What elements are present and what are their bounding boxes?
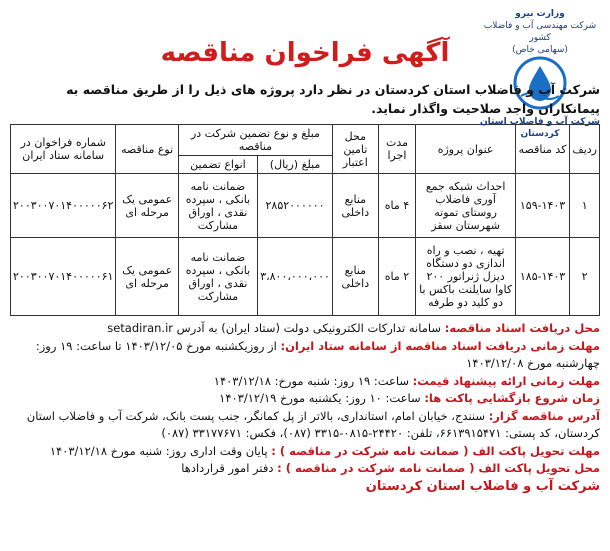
note-bid-deadline bbox=[10, 373, 600, 391]
note-text: سامانه تدارکات الکترونیکی دولت (ستاد ایران) به آدرس bbox=[176, 321, 442, 335]
note-label: مهلت تحویل پاکت الف ( ضمانت نامه شرکت در مناقصه ) : bbox=[271, 443, 600, 458]
col-duration: مدت اجرا bbox=[378, 125, 416, 174]
cell-tender-type: عمومی یک مرحله ای bbox=[116, 174, 178, 238]
note-envelope-location bbox=[10, 460, 600, 478]
cell-duration: ۲ ماه bbox=[378, 238, 416, 316]
note-text: سنندج، خیابان امام، استانداری، بالاتر از پل کمانگر، جنب پست بانک، شرکت آب و فاضلاب استان کردستان، کد پستی: ۶۶۱۳۹۱۵۴۷۱، تلفن: ۲۴۴۲۰-۰۸۱۵-۳۳۱۵ (۰۸۷)، فکس: ۳۳۱۷۷۶۷۱ (۰۸۷) bbox=[26, 408, 600, 440]
cell-project: احداث شبکه جمع آوری فاضلاب روستای تموته شهرستان سقز bbox=[416, 174, 515, 238]
org-name: شرکت آب و فاضلاب استان کردستان bbox=[480, 117, 600, 139]
col-guarantee-group: مبلغ و نوع تضمین شرکت در مناقصه bbox=[178, 125, 332, 156]
note-document-location bbox=[10, 320, 600, 338]
cell-project: تهیه ، نصب و راه اندازی دو دستگاه دیزل ژنراتور ۲۰۰ کاوا سایلنت باکس با دو کلید دو طرفه bbox=[416, 238, 515, 316]
col-code: کد مناقصه bbox=[515, 125, 570, 174]
cell-duration: ۴ ماه bbox=[378, 174, 416, 238]
cell-funding: منابع داخلی bbox=[333, 238, 379, 316]
cell-setad-no: ۲۰۰۳۰۰۷۰۱۴۰۰۰۰۰۶۱ bbox=[11, 238, 116, 316]
note-text: ساعت: ۱۹ روز: شنبه مورخ: ۱۴۰۳/۱۲/۱۸ bbox=[213, 373, 409, 388]
projects-table bbox=[10, 124, 600, 316]
note-label: زمان شروع بازگشایی پاکت ها: bbox=[424, 391, 600, 405]
note-text: از روزیکشنبه مورخ ۱۴۰۳/۱۲/۰۵ تا ساعت: ۱۹ روز: چهارشنبه مورخ ۱۴۰۳/۱۲/۰۸ bbox=[35, 338, 600, 370]
cell-amount: ۲۸۵۲۰۰۰۰۰۰ bbox=[258, 174, 333, 238]
table-row bbox=[11, 174, 600, 238]
note-text: ساعت: ۱۰ روز: یکشنبه مورخ ۱۴۰۳/۱۲/۱۹ bbox=[219, 391, 421, 405]
col-tender-type: نوع مناقصه bbox=[116, 125, 178, 174]
note-opening-time bbox=[10, 390, 600, 408]
cell-code: ۱۸۵-۱۴۰۳ bbox=[515, 238, 570, 316]
note-envelope-deadline bbox=[10, 443, 600, 461]
table-row bbox=[11, 238, 600, 316]
company-subtitle-2: (سهامی خاص) bbox=[512, 45, 568, 55]
col-funding: محل تامین اعتبار bbox=[333, 125, 379, 174]
col-guarantee-type: انواع تضمین bbox=[178, 156, 257, 174]
note-label: محل تحویل پاکت الف ( ضمانت نامه شرکت در مناقصه ) : bbox=[277, 461, 600, 475]
page-title: آگهی فراخوان مناقصه bbox=[160, 38, 450, 68]
col-project: عنوان پروژه bbox=[416, 125, 515, 174]
cell-tender-type: عمومی یک مرحله ای bbox=[116, 238, 178, 316]
footer-signature: شرکت آب و فاضلاب استان کردستان bbox=[365, 478, 600, 494]
note-address bbox=[10, 408, 600, 443]
note-label: محل دریافت اسناد مناقصه: bbox=[444, 321, 600, 335]
org-block bbox=[480, 8, 600, 140]
col-setad-no: شماره فراخوان در سامانه ستاد ایران bbox=[11, 125, 116, 174]
cell-row: ۱ bbox=[570, 174, 600, 238]
note-text: دفتر امور قراردادها bbox=[181, 461, 274, 475]
note-label: مهلت زمانی دریافت اسناد مناقصه از سامانه ستاد ایران: bbox=[280, 338, 600, 353]
company-subtitle: شرکت مهندسی آب و فاضلاب کشور bbox=[483, 21, 597, 43]
note-document-deadline bbox=[10, 338, 600, 373]
cell-funding: منابع داخلی bbox=[333, 174, 379, 238]
note-text: پایان وقت اداری روز: شنبه مورخ ۱۴۰۳/۱۲/۱۸ bbox=[49, 443, 268, 458]
cell-amount: ۳،۸۰۰،۰۰۰،۰۰۰ bbox=[258, 238, 333, 316]
col-row: ردیف bbox=[570, 125, 600, 174]
note-label: مهلت زمانی ارائه پیشنهاد قیمت: bbox=[412, 373, 600, 388]
intro-text: شرکت آب و فاضلاب استان کردستان در نظر دارد پروژه های ذیل را از طریق مناقصه به پیمانکاران واجد صلاحیت واگذار نماید. bbox=[66, 82, 600, 116]
col-amount: مبلغ (ریال) bbox=[258, 156, 333, 174]
notes-section bbox=[10, 320, 600, 495]
cell-code: ۱۵۹-۱۴۰۳ bbox=[515, 174, 570, 238]
cell-guarantee-type: ضمانت نامه بانکی ، سپرده نقدی ، اوراق مشارکت bbox=[178, 174, 257, 238]
cell-setad-no: ۲۰۰۳۰۰۷۰۱۴۰۰۰۰۰۶۲ bbox=[11, 174, 116, 238]
cell-guarantee-type: ضمانت نامه بانکی ، سپرده نقدی ، اوراق مشارکت bbox=[178, 238, 257, 316]
cell-row: ۲ bbox=[570, 238, 600, 316]
setad-link[interactable]: setadiran.ir bbox=[107, 321, 173, 335]
ministry-name: وزارت نیرو bbox=[515, 9, 565, 19]
note-label: آدرس مناقصه گزار: bbox=[488, 408, 600, 423]
